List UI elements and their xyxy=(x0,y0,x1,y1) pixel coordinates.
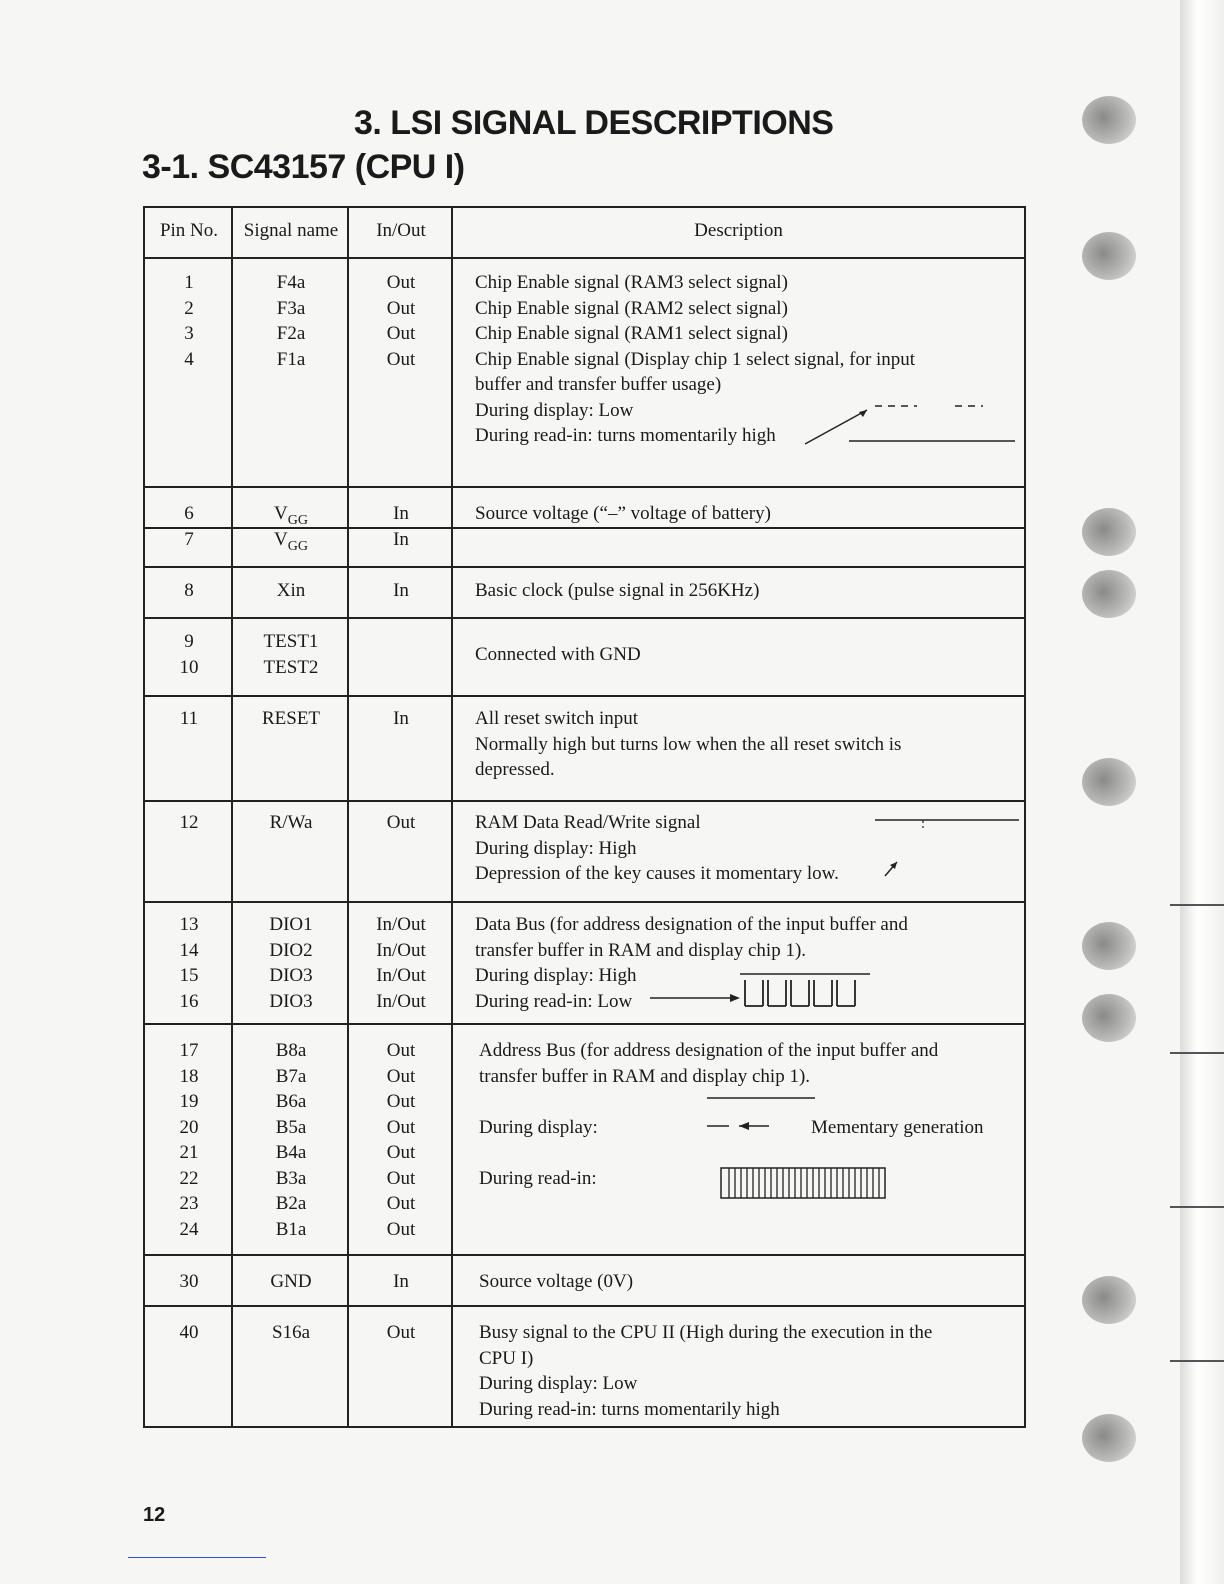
header-pin-no: Pin No. xyxy=(159,220,219,241)
g9-io: In xyxy=(393,1271,409,1292)
tab-divider xyxy=(1170,1206,1224,1208)
g5-io: In xyxy=(393,708,409,729)
binder-hole xyxy=(1082,1276,1136,1324)
binder-hole xyxy=(1082,232,1136,280)
g8-pins: 17 18 19 20 21 22 23 24 xyxy=(179,1040,199,1240)
g7-pins: 13 14 15 16 xyxy=(179,914,199,1012)
header-description: Description xyxy=(694,220,783,241)
g9-pin: 30 xyxy=(179,1271,199,1292)
g10-pin: 40 xyxy=(179,1322,199,1343)
binder-hole xyxy=(1082,508,1136,556)
g2-description: Source voltage (“–” voltage of battery) xyxy=(475,503,771,524)
g10-signal: S16a xyxy=(272,1322,310,1343)
g2-signal-7: $V_{GG}$ xyxy=(274,529,308,554)
g1-signals: F4a F3a F2a F1a xyxy=(276,272,306,370)
g4-pins: 9 10 xyxy=(179,631,199,678)
binder-hole xyxy=(1082,994,1136,1042)
binder-hole xyxy=(1082,1414,1136,1462)
signal-table xyxy=(143,206,1026,1428)
g6-pin: 12 xyxy=(179,812,199,833)
g7-signals: DIO1 DIO2 DIO3 DIO3 xyxy=(269,914,313,1012)
section-title: 3-1. SC43157 (CPU I) xyxy=(142,148,465,186)
g1-waveform xyxy=(805,398,1015,448)
g7-description: Data Bus (for address designation of the input buffer and transfer buffer in RAM and display chip 1). During display: High During read-in: Low xyxy=(475,914,908,1012)
g8-signals: B8a B7a B6a B5a B4a B3a B2a B1a xyxy=(275,1040,307,1240)
g3-io: In xyxy=(393,580,409,601)
g10-io: Out xyxy=(386,1322,416,1343)
g2-io-6: In xyxy=(393,503,409,524)
header-in-out: In/Out xyxy=(376,220,426,241)
g2-signal-6: $V_{GG}$ xyxy=(274,503,308,528)
g4-signals: TEST1 TEST2 xyxy=(263,631,319,678)
page-title: 3. LSI SIGNAL DESCRIPTIONS xyxy=(354,104,834,142)
g2-io-7: In xyxy=(393,529,409,550)
binder-hole xyxy=(1082,758,1136,806)
binder-hole xyxy=(1082,570,1136,618)
g6-description: RAM Data Read/Write signal During display: High Depression of the key causes it momentary low. xyxy=(475,812,839,884)
g8-note: Mementary generation xyxy=(811,1117,984,1138)
g2-pin-6: 6 xyxy=(184,503,194,524)
g5-description: All reset switch input Normally high but turns low when the all reset switch is depressed. xyxy=(475,708,902,780)
header-signal-name: Signal name xyxy=(243,220,339,241)
g6-io: Out xyxy=(386,812,416,833)
tab-divider xyxy=(1170,904,1224,906)
g7-waveform xyxy=(650,970,870,1010)
g3-signal: Xin xyxy=(276,580,306,601)
g1-io: Out Out Out Out xyxy=(386,272,416,370)
footer-rule xyxy=(128,1557,266,1558)
g8-waveform-display xyxy=(707,1096,817,1136)
g5-pin: 11 xyxy=(179,708,199,729)
g4-description: Connected with GND xyxy=(475,644,641,665)
g8-description-bus: Address Bus (for address designation of the input buffer and transfer buffer in RAM and display chip 1). xyxy=(479,1040,939,1087)
g3-description: Basic clock (pulse signal in 256KHz) xyxy=(475,580,760,601)
g8-waveform-read-in xyxy=(719,1166,889,1200)
page-edge xyxy=(1180,0,1224,1584)
g9-description: Source voltage (0V) xyxy=(479,1271,634,1292)
g9-signal: GND xyxy=(270,1271,312,1292)
g5-signal: RESET xyxy=(261,708,321,729)
g8-during-read-in: During read-in: xyxy=(479,1168,597,1189)
g7-io: In/Out In/Out In/Out In/Out xyxy=(376,914,426,1012)
g6-signal: R/Wa xyxy=(269,812,313,833)
g6-waveform xyxy=(875,820,1025,880)
binder-hole xyxy=(1082,922,1136,970)
tab-divider xyxy=(1170,1052,1224,1054)
tab-divider xyxy=(1170,1360,1224,1362)
binder-hole xyxy=(1082,96,1136,144)
g3-pin: 8 xyxy=(184,580,194,601)
g8-io: Out Out Out Out Out Out Out Out xyxy=(386,1040,416,1240)
g2-pin-7: 7 xyxy=(184,529,194,550)
g8-during-display: During display: xyxy=(479,1117,598,1138)
page-number: 12 xyxy=(143,1504,166,1526)
g10-description: Busy signal to the CPU II (High during the execution in the CPU I) During display: Low During read-in: turns momentarily high xyxy=(479,1322,933,1420)
g1-description: Chip Enable signal (RAM3 select signal) Chip Enable signal (RAM2 select signal) Chip Enable signal (RAM1 select signal) Chip Enable signal (Display chip 1 select signal, for input buffer and transfer buffer usage) During display: Low During read-in: turns momentarily high xyxy=(475,272,916,446)
g1-pins: 1 2 3 4 xyxy=(184,272,194,370)
